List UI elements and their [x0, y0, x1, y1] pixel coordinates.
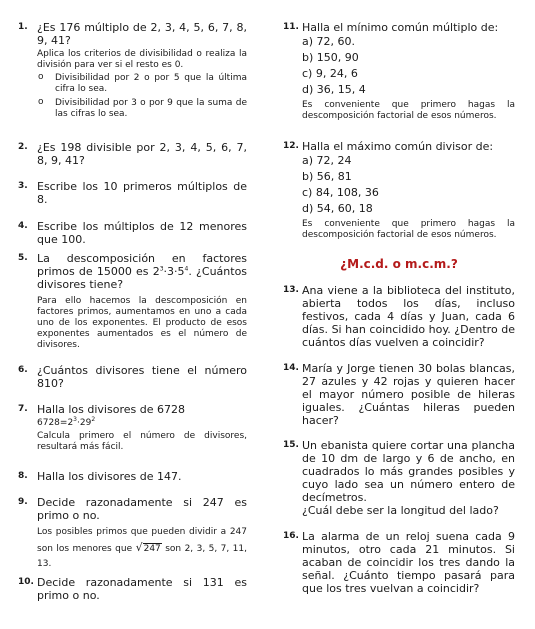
option-d: d) 36, 15, 4 [302, 83, 366, 96]
question-number: 12. [283, 141, 299, 151]
question-number: 9. [18, 497, 28, 507]
question-2 [18, 141, 247, 167]
question-number: 8. [18, 471, 28, 481]
question-5 [18, 252, 247, 351]
question-number: 6. [18, 365, 28, 375]
list-item: o Divisibilidad por 2 o por 5 que la última cifra lo sea. [37, 73, 247, 95]
question-16 [283, 530, 515, 595]
question-text: Halla los divisores de 147. [37, 470, 182, 483]
question-9 [18, 496, 247, 572]
factorization-formula: $2^3\cdot 3\cdot 5^4$. [152, 265, 192, 278]
question-text: María y Jorge tienen 30 bolas blancas, 27 azules y 42 rojas y quieren hacer el mayor número posible de hileras iguales. ¿Cuántas hileras pueden hacer? [302, 362, 515, 427]
factorization-formula: $6728=2^3\cdot 29^2$ [37, 416, 96, 428]
question-12 [283, 140, 515, 241]
hint-text: Para ello hacemos la descomposición en factores primos, aumentamos en uno a cada uno de los exponentes. El producto de esos exponentes aumentados es el número de divisores. [37, 296, 247, 350]
question-text: Escribe los múltiplos de 12 menores que 100. [37, 220, 247, 246]
question-text: ¿Cuántos divisores tiene el número 810? [37, 364, 247, 390]
question-number: 16. [283, 531, 299, 541]
question-number: 7. [18, 404, 28, 414]
question-text: Decide razonadamente si 247 es primo o no. [37, 496, 247, 522]
option-b: b) 150, 90 [302, 51, 359, 64]
question-7 [18, 403, 247, 453]
question-number: 13. [283, 285, 299, 295]
option-d: d) 54, 60, 18 [302, 202, 373, 215]
question-text: Halla el máximo común divisor de: [302, 140, 494, 153]
question-number: 1. [18, 22, 28, 32]
question-text: Decide razonadamente si 131 es primo o no. [37, 576, 247, 602]
hint-text: Aplica los criterios de divisibilidad o realiza la división para ver si el resto es 0. [37, 49, 247, 70]
question-13 [283, 284, 515, 349]
question-text: Escribe los 10 primeros múltiplos de 8. [37, 180, 247, 206]
question-text: ¿Es 176 múltiplo de 2, 3, 4, 5, 6, 7, 8, 9, 41? [37, 21, 247, 47]
question-text: Ana viene a la biblioteca del instituto, abierta todos los días, incluso festivos, cada 4 días y Juan, cada 6 días. Si han coincidido hoy. ¿Dentro de cuántos días vuelven a coincidir? [302, 284, 515, 349]
square-root: √247 [135, 541, 161, 554]
section-heading: ¿M.c.d. o m.c.m.? [340, 257, 458, 271]
question-number: 10. [18, 577, 34, 587]
question-15 [283, 439, 515, 517]
question-number: 2. [18, 142, 28, 152]
option-a: a) 72, 24 [302, 154, 352, 167]
question-text-part: La descomposición en factores primos de 15000 es [37, 252, 247, 278]
question-11 [283, 21, 515, 122]
question-10 [18, 576, 247, 602]
question-number: 11. [283, 22, 299, 32]
question-4 [18, 220, 247, 246]
question-number: 4. [18, 221, 28, 231]
question-text: Halla los divisores de 6728 [37, 403, 185, 416]
question-text: Un ebanista quiere cortar una plancha de 10 dm de largo y 6 de ancho, en cuadrados lo más grandes posibles y cuyo lado sea un número entero de decímetros. [302, 439, 515, 504]
question-text [37, 252, 247, 291]
hint-text: Los posibles primos que pueden dividir a 247 son los menores que √247 son 2, 3, 5, 7, 11, 13. [37, 527, 247, 569]
hint-text: Es conveniente que primero hagas la descomposición factorial de esos números. [302, 219, 515, 240]
question-6 [18, 364, 247, 390]
option-c: c) 84, 108, 36 [302, 186, 379, 199]
option-a: a) 72, 60. [302, 35, 356, 48]
question-number: 3. [18, 181, 28, 191]
question-number: 5. [18, 253, 28, 263]
question-text: La alarma de un reloj suena cada 9 minutos, otro cada 21 minutos. Si acaban de coincidir los tres dando la señal. ¿Cuánto tiempo pasará para que los tres vuelvan a coincidir? [302, 530, 515, 595]
question-14 [283, 362, 515, 427]
question-text: ¿Es 198 divisible por 2, 3, 4, 5, 6, 7, 8, 9, 41? [37, 141, 247, 167]
list-item: o Divisibilidad por 3 o por 9 que la suma de las cifras lo sea. [37, 98, 247, 120]
question-1 [18, 21, 247, 123]
question-3 [18, 180, 247, 206]
option-b: b) 56, 81 [302, 170, 352, 183]
hint-text: Calcula primero el número de divisores, resultará más fácil. [37, 431, 247, 452]
hint-list [37, 73, 247, 120]
question-8 [18, 470, 247, 483]
question-number: 14. [283, 363, 299, 373]
hint-text: Es conveniente que primero hagas la descomposición factorial de esos números. [302, 100, 515, 121]
question-text-part: ¿Cuántos divisores tiene? [37, 265, 248, 291]
question-text-followup: ¿Cuál debe ser la longitud del lado? [302, 504, 499, 517]
option-c: c) 9, 24, 6 [302, 67, 358, 80]
question-number: 15. [283, 440, 299, 450]
question-text: Halla el mínimo común múltiplo de: [302, 21, 499, 34]
